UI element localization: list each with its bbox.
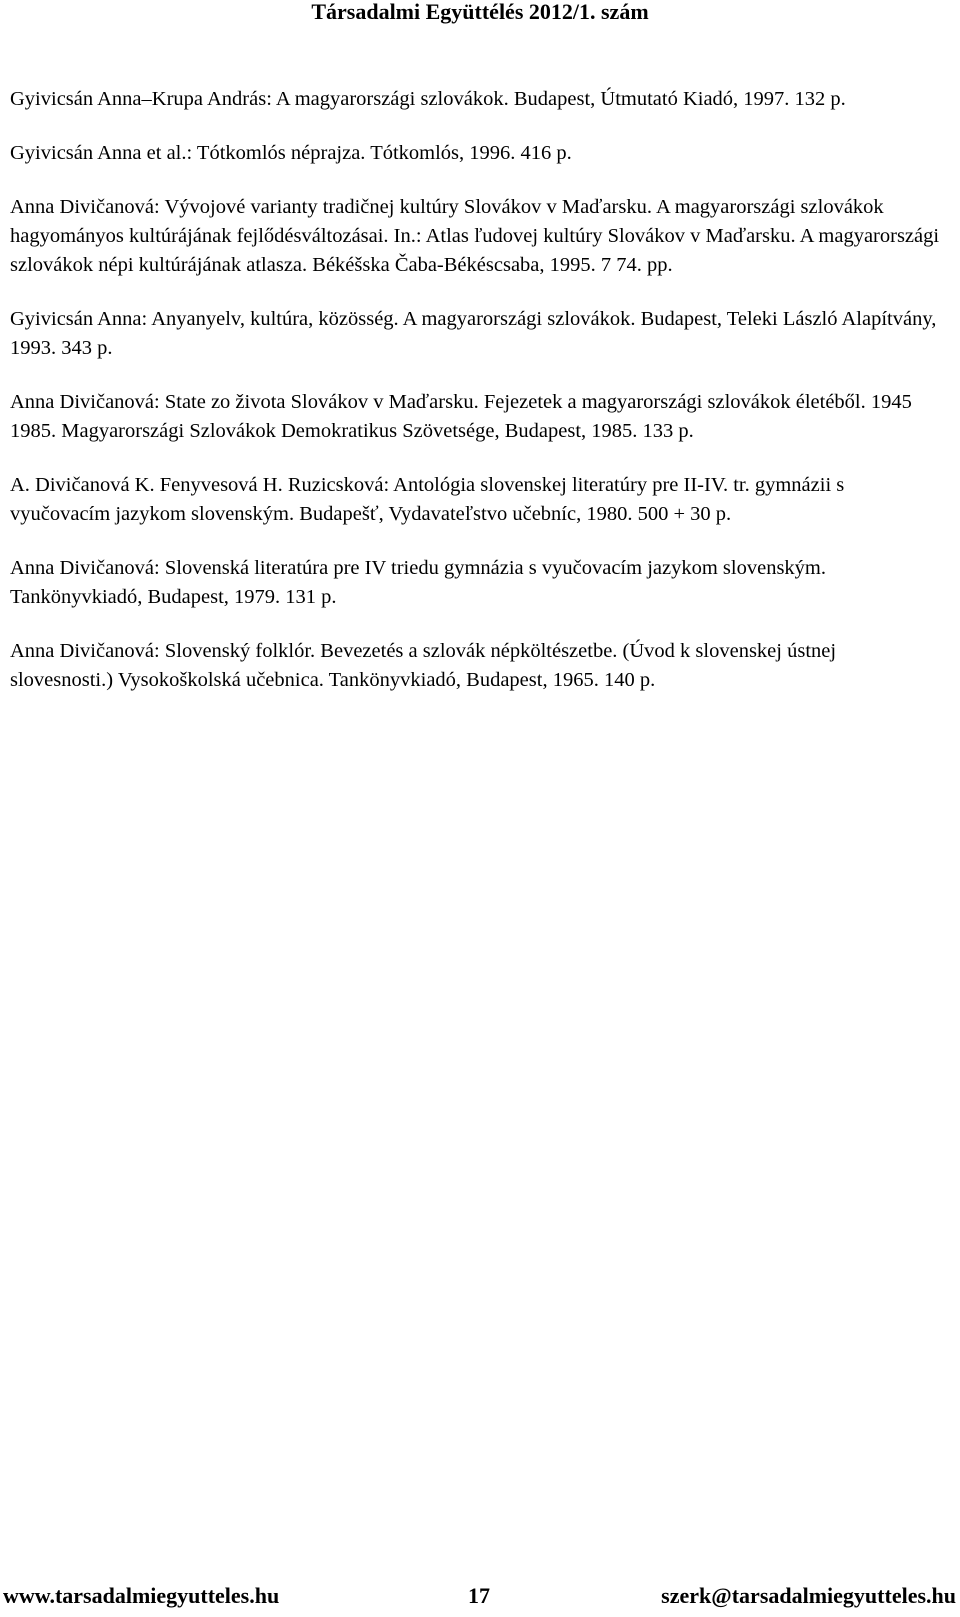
footer-email-link[interactable]: szerk@tarsadalmiegyutteles.hu [661,1583,956,1608]
reference-list [10,85,940,720]
reference-entry: A. Divičanová K. Fenyvesová H. Ruzicsková: Antológia slovenskej literatúry pre II-IV. tr. gymnázii s vyučovacím jazykom slovenským. Budapešť, Vydavateľstvo učebníc, 1980. 500 + 30 p. [10,474,845,525]
reference-entry: Gyivicsán Anna et al.: Tótkomlós néprajza. Tótkomlós, 1996. 416 p. [10,142,572,164]
reference-entry: Gyivicsán Anna: Anyanyelv, kultúra, közösség. A magyarországi szlovákok. Budapest, Teleki László Alapítvány, 1993. 343 p. [10,308,937,359]
page-number: 17 [468,1583,490,1608]
reference-entry: Anna Divičanová: State zo života Slovákov v Maďarsku. Fejezetek a magyarországi szlovákok életéből. 1945 1985. Magyarországi Szlovákok Demokratikus Szövetsége, Budapest, 1985. 133 p. [10,391,912,442]
footer-website-link[interactable]: www.tarsadalmiegyutteles.hu [3,1583,280,1608]
page-footer [0,1583,960,1617]
reference-entry: Anna Divičanová: Slovenská literatúra pre IV triedu gymnázia s vyučovacím jazykom slovenským. Tankönyvkiadó, Budapest, 1979. 131 p. [10,557,826,608]
reference-entry: Gyivicsán Anna–Krupa András: A magyarországi szlovákok. Budapest, Útmutató Kiadó, 1997. 132 p. [10,88,846,110]
reference-entry: Anna Divičanová: Slovenský folklór. Bevezetés a szlovák népköltészetbe. (Úvod k slovenskej ústnej slovesnosti.) Vysokoškolská učebnica. Tankönyvkiadó, Budapest, 1965. 140 p. [10,640,837,691]
reference-entry: Anna Divičanová: Vývojové varianty tradičnej kultúry Slovákov v Maďarsku. A magyarországi szlovákok hagyományos kultúrájának fejlődésváltozásai. In.: Atlas ľudovej kultúry Slovákov v Maďarsku. A magyarországi szlovákok népi kultúrájának atlasza. Békéšska Čaba-Békéscsaba, 1995. 7 74. pp. [10,196,940,276]
journal-header-title: Társadalmi Együttélés 2012/1. szám [311,0,649,24]
